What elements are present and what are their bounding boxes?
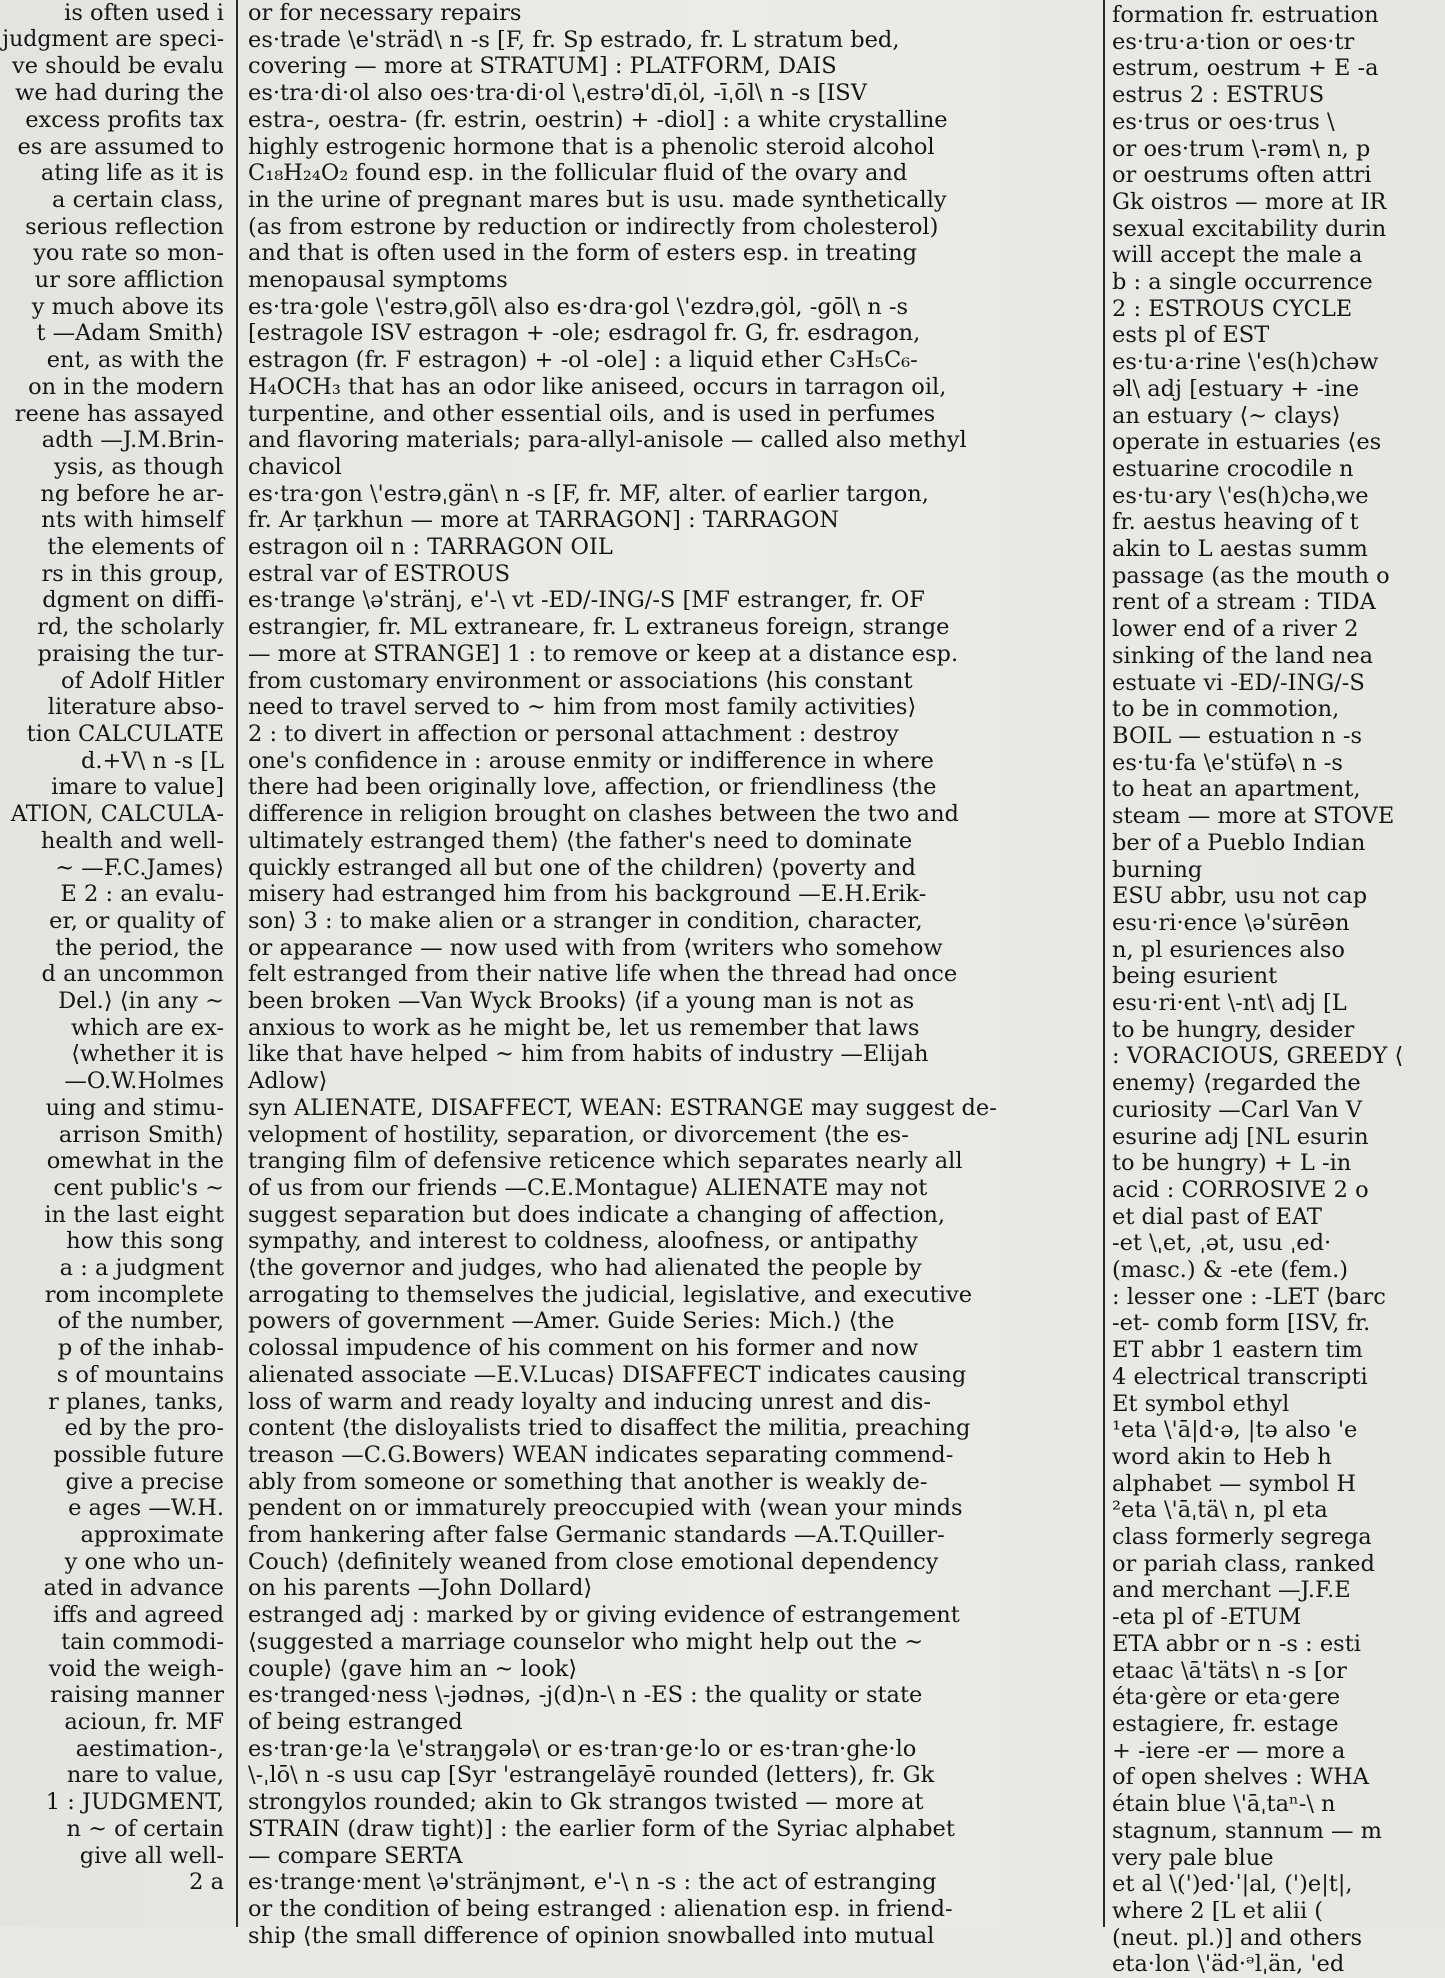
left-column-line: d an uncommon — [41, 961, 224, 988]
left-column-line: a certain class, — [52, 186, 224, 213]
right-column-line: and merchant —J.F.E — [1112, 1577, 1351, 1604]
left-column-line: judgment are speci- — [2, 26, 224, 52]
center-column-line: fr. Ar ṭarkhun — more at TARRAGON] : TARRAGON — [248, 507, 840, 534]
left-column-line: arrison Smith⟩ — [58, 1121, 224, 1148]
center-column-line: Adlow⟩ — [248, 1068, 328, 1095]
left-column-line: Del.⟩ ⟨in any ~ — [58, 988, 224, 1015]
left-column-line: give all well- — [79, 1842, 224, 1869]
center-column-line: Couch⟩ ⟨definitely weaned from close emotional dependency — [248, 1548, 939, 1575]
center-column-line: need to travel served to ~ him from most family activities⟩ — [248, 694, 917, 721]
left-column-line: t —Adam Smith⟩ — [36, 320, 224, 347]
center-column-line: es·tranged·ness \-jədnəs, -j(d)n-\ n -ES : the quality or state — [248, 1682, 923, 1709]
right-column-line: or pariah class, ranked — [1112, 1550, 1375, 1577]
right-column-line: to be hungry, desider — [1112, 1016, 1355, 1043]
center-column-line: es·tra·gon \'estrəˌgän\ n -s [F, fr. MF, alter. of earlier targon, — [248, 480, 929, 507]
right-column-line: sinking of the land nea — [1112, 642, 1374, 669]
center-column-line: one's confidence in : arouse enmity or indifference in where — [248, 747, 934, 774]
center-column-line: chavicol — [248, 453, 342, 480]
center-column-line: estragon (fr. F estragon) + -ol -ole] : a liquid ether C₃H₅C₆- — [248, 347, 918, 374]
right-column-line: esurine adj [NL esurin — [1112, 1123, 1369, 1150]
right-column-line: word akin to Heb h — [1112, 1443, 1332, 1470]
right-column-line: fr. aestus heaving of t — [1112, 509, 1359, 536]
right-column-line: ESU abbr, usu not cap — [1112, 883, 1368, 910]
left-column-line: ated in advance — [43, 1575, 224, 1602]
left-column-line: imare to value] — [51, 774, 224, 801]
left-column-line: es are assumed to — [17, 133, 224, 160]
left-column-line: a : a judgment — [59, 1255, 224, 1282]
right-column-line: ETA abbr or n -s : esti — [1112, 1630, 1361, 1657]
center-column-line: covering — more at STRATUM] : PLATFORM, DAIS — [248, 53, 837, 80]
right-column-line: will accept the male a — [1112, 242, 1363, 269]
right-column-line: acid : CORROSIVE 2 o — [1112, 1176, 1369, 1203]
center-column-line: — compare SERTA — [248, 1842, 463, 1869]
center-column-line: sympathy, and interest to coldness, aloofness, or antipathy — [248, 1228, 918, 1255]
center-column-line: \-ˌlō\ n -s usu cap [Syr 'estrangelāyē rounded (letters), fr. Gk — [248, 1762, 935, 1789]
left-column-line: praising the tur- — [37, 640, 224, 667]
right-column-line: etaac \ā'täts\ n -s [or — [1112, 1657, 1347, 1684]
center-column-line: from hankering after false Germanic standards —A.T.Quiller- — [248, 1522, 945, 1549]
right-column-line: estuate vi -ED/-ING/-S — [1112, 669, 1365, 696]
right-column-line: Et symbol ethyl — [1112, 1390, 1290, 1417]
center-column-line: es·trange \ə'stränj, e'-\ vt -ED/-ING/-S [MF estranger, fr. OF — [248, 587, 925, 614]
center-column-line: and flavoring materials; para-allyl-anisole — called also methyl — [248, 427, 967, 454]
center-column-line: es·tran·ge·la \e'straŋgələ\ or es·tran·ge·lo or es·tran·ghe·lo — [248, 1735, 917, 1762]
right-column-line: very pale blue — [1112, 1844, 1274, 1871]
center-column-line: alienated associate —E.V.Lucas⟩ DISAFFECT indicates causing — [248, 1361, 967, 1388]
right-column-line: et dial past of EAT — [1112, 1203, 1322, 1230]
right-column-line: to heat an apartment, — [1112, 776, 1361, 803]
right-column-line: esu·ri·ence \ə'su̇rēən — [1112, 909, 1350, 936]
left-column-line: ⟨whether it is — [71, 1041, 224, 1068]
left-column-line: ed by the pro- — [64, 1415, 224, 1442]
center-column-line: STRAIN (draw tight)] : the earlier form of the Syriac alphabet — [248, 1815, 955, 1842]
center-column-line: loss of warm and ready loyalty and inducing unrest and dis- — [248, 1388, 931, 1415]
center-column-line: felt estranged from their native life when the thread had once — [248, 961, 958, 988]
left-column-line: literature abso- — [47, 694, 224, 721]
right-column-line: (neut. pl.)] and others — [1112, 1924, 1363, 1951]
left-column-line: cent public's ~ — [53, 1174, 224, 1201]
right-column-line: éta·gère or eta·gere — [1112, 1684, 1341, 1711]
right-column-line: étain blue \'āˌtaⁿ-\ n — [1112, 1791, 1336, 1818]
right-column-line: et al \(')ed·ˈ|al, (')e|t|, — [1112, 1871, 1353, 1898]
center-column-line: treason —C.G.Bowers⟩ WEAN indicates separating commend- — [248, 1441, 954, 1468]
center-column-line: of being estranged — [248, 1709, 463, 1735]
center-column-line: estragon oil n : TARRAGON OIL — [248, 534, 613, 561]
left-column-line: 1 : JUDGMENT, — [45, 1789, 224, 1816]
right-column-line: to be hungry) + L -in — [1112, 1150, 1352, 1177]
left-column-line: uing and stimu- — [45, 1094, 224, 1121]
left-column-line: dgment on diffi- — [42, 587, 224, 614]
left-column-line: of Adolf Hitler — [60, 667, 224, 694]
center-column-line: ⟨suggested a marriage counselor who might help out the ~ — [248, 1628, 924, 1655]
right-column-line: -et- comb form [ISV, fr. — [1112, 1310, 1371, 1337]
right-column-line: ests pl of EST — [1112, 322, 1270, 349]
right-column-line: b : a single occurrence — [1112, 269, 1373, 296]
left-column-line: 2 a — [189, 1869, 224, 1896]
left-column-line: —O.W.Holmes — [64, 1068, 224, 1095]
right-column-line: akin to L aestas summ — [1112, 536, 1368, 563]
right-column-line: an estuary ⟨~ clays⟩ — [1112, 402, 1341, 429]
right-column-line: passage (as the mouth o — [1112, 562, 1390, 589]
right-column-line: rent of a stream : TIDA — [1112, 589, 1376, 616]
left-column-line: how this song — [66, 1228, 224, 1255]
right-column-line: ¹eta \'ā|d·ə, |tə also 'e — [1112, 1417, 1358, 1444]
right-column-line: es·tru·a·tion or oes·tr — [1112, 28, 1355, 55]
left-column-line: tain commodi- — [61, 1628, 224, 1655]
center-column-line: [estragole ISV estragon + -ole; esdragol fr. G, fr. esdragon, — [248, 320, 921, 347]
center-column-line: misery had estranged him from his background —E.H.Erik- — [248, 881, 927, 908]
center-column-line: quickly estranged all but one of the children⟩ ⟨poverty and — [248, 854, 916, 881]
center-column-line: turpentine, and other essential oils, and is used in perfumes — [248, 400, 936, 427]
center-column-line: from customary environment or associations ⟨his constant — [248, 667, 913, 694]
right-column-line: es·tu·fa \e'stüfə\ n -s — [1112, 749, 1343, 776]
left-column-line: r planes, tanks, — [48, 1388, 224, 1415]
right-column-line: es·tu·ary \'es(h)chəˌwe — [1112, 482, 1369, 509]
center-column-line: C₁₈H₂₄O₂ found esp. in the follicular fluid of the ovary and — [248, 160, 908, 187]
left-column — [0, 0, 228, 1927]
left-column-line: ysis, as though — [54, 453, 224, 480]
center-column-line: velopment of hostility, separation, or divorcement ⟨the es- — [248, 1121, 909, 1148]
left-column-line: ~ —F.C.James⟩ — [55, 854, 224, 881]
right-column-line: n, pl esuriences also — [1112, 936, 1345, 963]
center-column — [248, 0, 1100, 1949]
right-column-line: to be in commotion, — [1112, 696, 1340, 723]
right-column-line: alphabet — symbol H — [1112, 1470, 1356, 1497]
right-column-line: es·tu·a·rine \'es(h)chəw — [1112, 349, 1379, 376]
center-column-line: ⟨the governor and judges, who had alienated the people by — [248, 1255, 922, 1282]
center-column-line: powers of government —Amer. Guide Series: Mich.⟩ ⟨the — [248, 1308, 895, 1335]
left-column-line: you rate so mon- — [33, 240, 224, 267]
right-column-line: ²eta \'āˌtä\ n, pl eta — [1112, 1497, 1328, 1524]
left-column-line: void the weigh- — [48, 1655, 224, 1682]
left-column-line: the elements of — [47, 534, 224, 561]
right-column-line: or oes·trum \-rəm\ n, p — [1112, 135, 1371, 162]
right-column-line: : VORACIOUS, GREEDY ⟨ — [1112, 1043, 1404, 1070]
right-column-line: or oestrums often attri — [1112, 162, 1372, 189]
center-column-line: (as from estrone by reduction or indirectly from cholesterol) — [248, 213, 939, 240]
center-column-line: — more at STRANGE] 1 : to remove or keep at a distance esp. — [248, 640, 959, 667]
right-column-line: əl\ adj [estuary + -ine — [1112, 375, 1360, 402]
left-column-line: reene has assayed — [14, 400, 224, 427]
left-column-line: ating life as it is — [40, 160, 224, 187]
left-column-line: rom incomplete — [44, 1281, 224, 1308]
left-column-line: p of the inhab- — [57, 1335, 224, 1362]
left-column-line: s of mountains — [56, 1361, 224, 1388]
left-column-line: we had during the — [15, 80, 224, 107]
center-column-line: son⟩ 3 : to make alien or a stranger in condition, character, — [248, 907, 923, 934]
left-column-line: n ~ of certain — [66, 1815, 224, 1842]
center-column-line: been broken —Van Wyck Brooks⟩ ⟨if a young man is not as — [248, 988, 915, 1015]
left-column-line: ve should be evalu — [11, 53, 224, 80]
center-column-line: anxious to work as he might be, let us remember that laws — [248, 1014, 920, 1041]
center-column-line: or for necessary repairs — [248, 0, 522, 26]
center-column-line: ship ⟨the small difference of opinion snowballed into mutual — [248, 1922, 935, 1949]
column-rule-right — [1103, 0, 1105, 1927]
left-column-line: of the number, — [57, 1308, 224, 1335]
left-column-line: tion CALCULATE — [26, 720, 224, 747]
column-rule-left — [236, 0, 238, 1927]
right-column-line: es·trus or oes·trus \ — [1112, 108, 1335, 135]
left-column-line: in the last eight — [44, 1201, 224, 1228]
center-column-line: ultimately estranged them⟩ ⟨the father's need to dominate — [248, 827, 913, 854]
center-column-line: content ⟨the disloyalists tried to disaffect the militia, preaching — [248, 1415, 971, 1442]
center-column-line: suggest separation but does indicate a changing of affection, — [248, 1201, 946, 1228]
right-column-line: -eta pl of -ETUM — [1112, 1604, 1302, 1631]
right-column-line: stagnum, stannum — m — [1112, 1817, 1382, 1844]
right-column-line: BOIL — estuation n -s — [1112, 722, 1363, 749]
right-column — [1112, 0, 1445, 1978]
center-column-line: strongylos rounded; akin to Gk strangos twisted — more at — [248, 1789, 924, 1816]
left-column-line: raising manner — [50, 1682, 224, 1709]
center-column-line: there had been originally love, affection, or friendliness ⟨the — [248, 774, 937, 801]
center-column-line: H₄OCH₃ that has an odor like aniseed, occurs in tarragon oil, — [248, 373, 947, 400]
center-column-line: estral var of ESTROUS — [248, 560, 511, 587]
center-column-line: estrangier, fr. ML extraneare, fr. L extraneus foreign, strange — [248, 614, 950, 641]
right-column-line: enemy⟩ ⟨regarded the — [1112, 1070, 1361, 1097]
left-column-line: rd, the scholarly — [37, 614, 224, 641]
left-column-line: ent, as with the — [46, 347, 224, 374]
center-column-line: colossal impudence of his comment on his former and now — [248, 1335, 919, 1362]
right-column-line: estagiere, fr. estage — [1112, 1711, 1339, 1737]
left-column-line: ATION, CALCULA- — [10, 801, 224, 828]
center-column-line: like that have helped ~ him from habits of industry —Elijah — [248, 1041, 929, 1068]
right-column-line: where 2 [L et alii ( — [1112, 1897, 1324, 1924]
center-column-line: es·trade \e'sträd\ n -s [F, fr. Sp estrado, fr. L stratum bed, — [248, 26, 900, 53]
right-column-line: 4 electrical transcripti — [1112, 1363, 1368, 1390]
center-column-line: on his parents —John Dollard⟩ — [248, 1575, 593, 1602]
right-column-line: : lesser one : -LET ⟨barc — [1112, 1283, 1386, 1310]
left-column-line: e ages —W.H. — [68, 1495, 224, 1522]
left-column-line: omewhat in the — [46, 1148, 224, 1175]
right-column-line: lower end of a river 2 — [1112, 616, 1359, 643]
left-column-line: d.+V\ n -s [L — [80, 747, 224, 774]
left-column-line: serious reflection — [25, 213, 224, 240]
left-column-line: the period, the — [55, 934, 224, 961]
center-column-line: or the condition of being estranged : alienation esp. in friend- — [248, 1895, 953, 1922]
left-column-line: nare to value, — [66, 1762, 224, 1789]
left-column-line: excess profits tax — [25, 106, 224, 133]
center-column-line: estranged adj : marked by or giving evidence of estrangement — [248, 1602, 960, 1629]
right-column-line: estrus 2 : ESTRUS — [1112, 82, 1325, 109]
left-column-line: health and well- — [40, 827, 224, 854]
center-column-line: syn ALIENATE, DISAFFECT, WEAN: ESTRANGE may suggest de- — [248, 1094, 997, 1121]
center-column-line: 2 : to divert in affection or personal attachment : destroy — [248, 720, 899, 747]
left-column-line: ng before he ar- — [40, 480, 224, 507]
left-column-line: approximate — [80, 1522, 224, 1549]
right-column-line: + -iere -er — more a — [1112, 1737, 1346, 1764]
left-column-line: y one who un- — [64, 1548, 224, 1575]
right-column-line: class formerly segrega — [1112, 1524, 1372, 1551]
center-column-line: menopausal symptoms — [248, 267, 508, 294]
left-column-line: ur sore affliction — [34, 267, 224, 294]
right-column-line: burning — [1112, 856, 1203, 883]
right-column-line: ber of a Pueblo Indian — [1112, 829, 1366, 856]
center-column-line: or appearance — now used with from ⟨writers who somehow — [248, 934, 943, 961]
right-column-line: estuarine crocodile n — [1112, 455, 1354, 482]
right-column-line: estrum, oestrum + E -a — [1112, 55, 1379, 82]
right-column-line: -et \ˌet, ˌət, usu ˌed· — [1112, 1230, 1332, 1257]
right-column-line: formation fr. estruation — [1112, 2, 1379, 28]
left-column-line: nts with himself — [41, 507, 224, 534]
center-column-line: tranging film of defensive reticence which separates nearly all — [248, 1148, 963, 1175]
left-column-line: give a precise — [65, 1468, 224, 1495]
center-column-line: arrogating to themselves the judicial, legislative, and executive — [248, 1281, 973, 1308]
left-column-line: E 2 : an evalu- — [60, 881, 224, 908]
left-column-line: er, or quality of — [49, 907, 224, 934]
center-column-line: es·tra·gole \'estrəˌgōl\ also es·dra·gol \'ezdrəˌgȯl, -gōl\ n -s — [248, 293, 909, 320]
center-column-line: and that is often used in the form of esters esp. in treating — [248, 240, 918, 267]
right-column-line: curiosity —Carl Van V — [1112, 1096, 1362, 1123]
right-column-line: eta·lon \'äd·ᵊlˌän, 'ed — [1112, 1951, 1345, 1978]
right-column-line: 2 : ESTROUS CYCLE — [1112, 295, 1353, 322]
right-column-line: esu·ri·ent \-nt\ adj [L — [1112, 990, 1347, 1017]
right-column-line: (masc.) & -ete (fem.) — [1112, 1257, 1349, 1284]
left-column-line: is often used i — [64, 0, 224, 26]
left-column-line: y much above its — [31, 293, 224, 320]
right-column-line: Gk oistros — more at IR — [1112, 188, 1387, 215]
left-column-line: which are ex- — [70, 1014, 224, 1041]
center-column-line: difference in religion brought on clashes between the two and — [248, 801, 959, 828]
right-column-line: sexual excitability durin — [1112, 215, 1387, 242]
center-column-line: highly estrogenic hormone that is a phenolic steroid alcohol — [248, 133, 935, 160]
center-column-line: es·tra·di·ol also oes·tra·di·ol \ˌestrə'dīˌȯl, -īˌōl\ n -s [ISV — [248, 80, 867, 107]
left-column-line: on in the modern — [28, 373, 224, 400]
center-column-line: es·trange·ment \ə'stränjmənt, e'-\ n -s : the act of estranging — [248, 1869, 937, 1896]
left-column-line: acioun, fr. MF — [64, 1709, 224, 1735]
center-column-line: ably from someone or something that another is weakly de- — [248, 1468, 928, 1495]
right-column-line: being esurient — [1112, 963, 1278, 990]
right-column-line: operate in estuaries ⟨es — [1112, 429, 1382, 456]
center-column-line: estra-, oestra- (fr. estrin, oestrin) + -diol] : a white crystalline — [248, 106, 948, 133]
right-column-line: steam — more at STOVE — [1112, 803, 1395, 830]
left-column-line: adth —J.M.Brin- — [41, 427, 224, 454]
left-column-line: possible future — [53, 1441, 224, 1468]
right-column-line: ET abbr 1 eastern tim — [1112, 1337, 1363, 1364]
right-column-line: of open shelves : WHA — [1112, 1764, 1369, 1791]
left-column-line: rs in this group, — [41, 560, 224, 587]
center-column-line: pendent on or immaturely preoccupied with ⟨wean your minds — [248, 1495, 963, 1522]
left-column-line: iffs and agreed — [53, 1602, 224, 1629]
center-column-line: couple⟩ ⟨gave him an ~ look⟩ — [248, 1655, 578, 1682]
left-column-line: aestimation-, — [75, 1735, 224, 1762]
center-column-line: of us from our friends —C.E.Montague⟩ ALIENATE may not — [248, 1174, 928, 1201]
center-column-line: in the urine of pregnant mares but is usu. made synthetically — [248, 186, 947, 213]
